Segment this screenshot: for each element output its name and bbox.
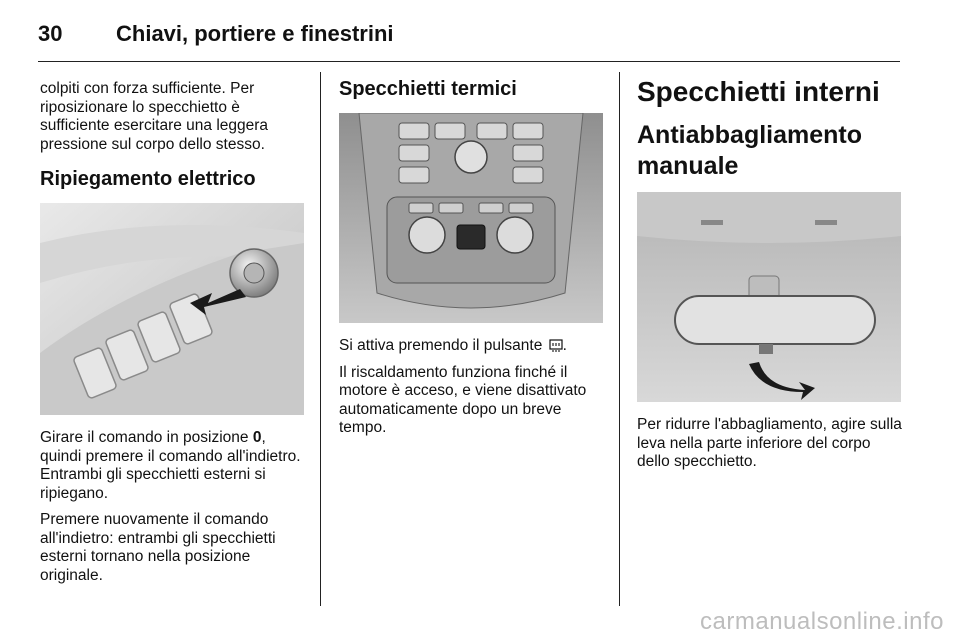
instruction-1: Girare il comando in posizione 0, quindi premere il comando all'indietro. Entrambi gli specchietti esterni si ripiegano. <box>40 429 301 502</box>
intro-paragraph: colpiti con forza sufficiente. Per riposizionare lo specchietto è sufficiente esercitare una leggera pressione sul corpo dello stesso. <box>40 80 269 153</box>
page-header <box>38 16 394 52</box>
instruction-2: Premere nuovamente il comando all'indietro: entrambi gli specchietti esterni tornano nella posizione originale. <box>40 511 276 584</box>
watermark: carmanualsonline.info <box>700 608 944 635</box>
heater-activation-text: Si attiva premendo il pulsante . <box>339 337 567 354</box>
column-2 <box>339 78 605 446</box>
page-title: Chiavi, portiere e finestrini <box>116 21 394 46</box>
column-divider-2 <box>619 72 620 606</box>
rear-heater-icon <box>549 338 563 352</box>
header-rule <box>38 61 900 62</box>
heading-ripiegamento: Ripiegamento elettrico <box>40 168 256 190</box>
rearview-mirror-figure <box>637 192 901 402</box>
mirror-instruction: Per ridurre l'abbagliamento, agire sulla leva nella parte inferiore del corpo dello specchietto. <box>637 416 902 470</box>
page-number: 30 <box>38 21 63 46</box>
door-switch-figure <box>40 203 304 415</box>
heading-antiabbagliamento: Antiabbagliamento manuale <box>637 121 863 180</box>
column-3 <box>637 76 903 480</box>
center-console-figure <box>339 113 603 323</box>
heater-duration-text: Il riscaldamento funziona finché il motore è acceso, e viene disattivato automaticamente dopo un breve tempo. <box>339 363 587 436</box>
column-1 <box>40 80 306 593</box>
position-zero: 0 <box>252 429 262 446</box>
column-divider-1 <box>320 72 321 606</box>
heading-specchietti-interni: Specchietti interni <box>637 76 880 107</box>
heading-specchietti-termici: Specchietti termici <box>339 78 517 100</box>
